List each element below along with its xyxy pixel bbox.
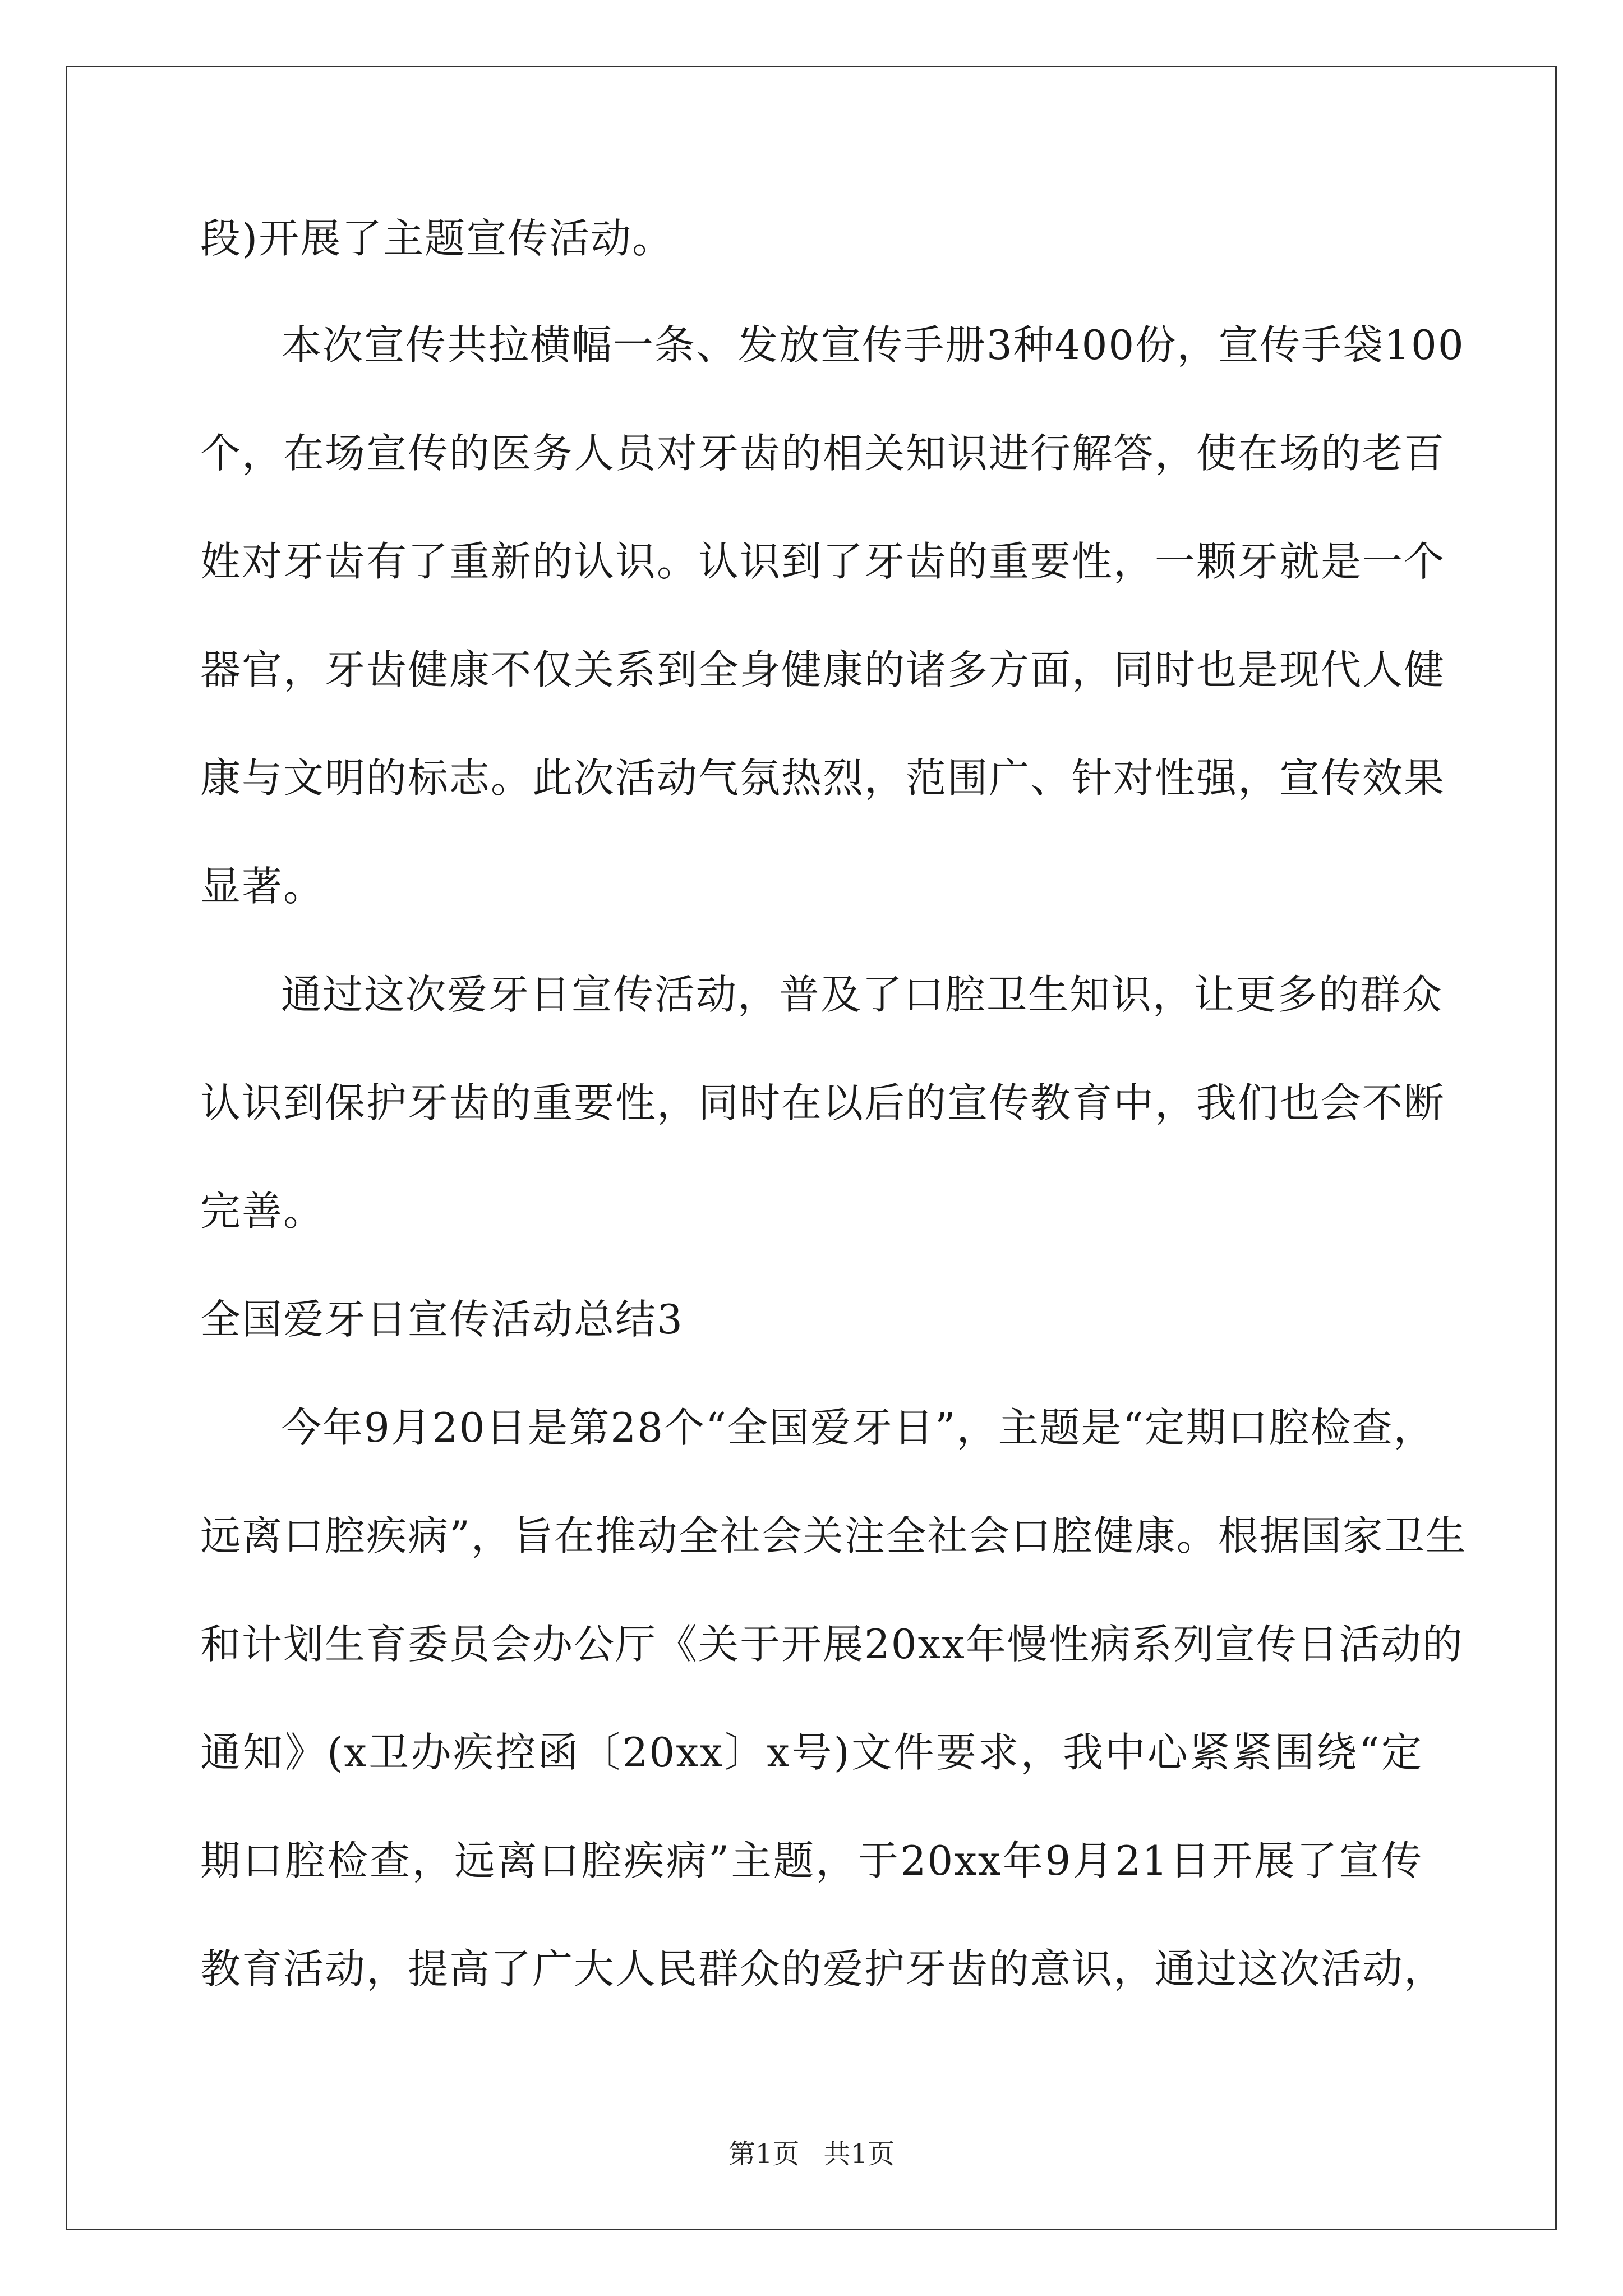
page-footer [0, 2137, 1623, 2171]
section-heading: 全国爱牙日宣传活动总结3 [200, 1296, 684, 1343]
paragraph-line: 期口腔检查，远离口腔疾病”主题，于20xx年9月21日开展了宣传 [200, 1837, 1423, 1884]
paragraph-line: 器官，牙齿健康不仅关系到全身健康的诸多方面，同时也是现代人健 [200, 646, 1446, 693]
paragraph-line: 康与文明的标志。此次活动气氛热烈，范围广、针对性强，宣传效果 [200, 754, 1446, 802]
paragraph-line: 完善。 [200, 1188, 325, 1235]
page-total: 共1页 [823, 2138, 895, 2170]
paragraph-line: 教育活动，提高了广大人民群众的爱护牙齿的意识，通过这次活动， [200, 1945, 1446, 1993]
paragraph-line: 个，在场宣传的医务人员对牙齿的相关知识进行解答，使在场的老百 [200, 430, 1446, 477]
paragraph-line: 远离口腔疾病”，旨在推动全社会关注全社会口腔健康。根据国家卫生 [200, 1512, 1467, 1559]
paragraph-line: 今年9月20日是第28个“全国爱牙日”，主题是“定期口腔检查， [281, 1404, 1435, 1451]
paragraph-line: 姓对牙齿有了重新的认识。认识到了牙齿的重要性，一颗牙就是一个 [200, 538, 1446, 585]
paragraph-line: 认识到保护牙齿的重要性，同时在以后的宣传教育中，我们也会不断 [200, 1079, 1446, 1126]
paragraph-line: 显著。 [200, 863, 325, 910]
paragraph-line: 通知》(x卫办疾控函〔20xx〕x号)文件要求，我中心紧紧围绕“定 [200, 1729, 1423, 1776]
paragraph-line: 和计划生育委员会办公厅《关于开展20xx年慢性病系列宣传日活动的 [200, 1621, 1464, 1668]
paragraph-line: 本次宣传共拉横幅一条、发放宣传手册3种400份，宣传手袋100 [281, 321, 1465, 369]
page-border [66, 66, 1557, 2230]
paragraph-line: 通过这次爱牙日宣传活动，普及了口腔卫生知识，让更多的群众 [281, 971, 1444, 1018]
paragraph-line: 段)开展了主题宣传活动。 [200, 215, 674, 262]
page-number: 第1页 [728, 2138, 800, 2170]
